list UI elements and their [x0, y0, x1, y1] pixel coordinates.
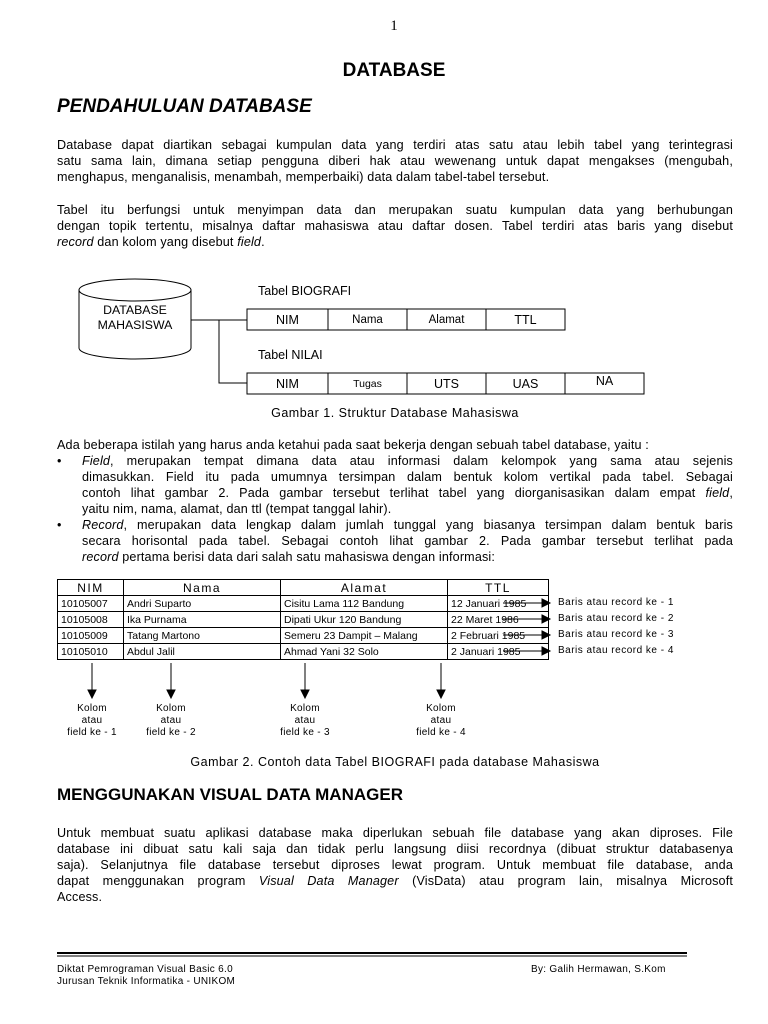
- term-record: record: [82, 550, 119, 564]
- table-cell: 12 Januari 1985: [448, 596, 549, 612]
- text-fragment: (VisData) atau program lain, misalnya Microsoft: [398, 874, 733, 888]
- footer-author: By: Galih Hermawan, S.Kom: [531, 964, 666, 975]
- column-note-line: field ke - 3: [280, 727, 330, 738]
- table-cell: 10105008: [58, 612, 124, 628]
- column-header: TTL: [448, 580, 549, 596]
- list-item-field: [57, 453, 733, 517]
- section-heading-introduction: PENDAHULUAN DATABASE: [57, 96, 312, 117]
- database-label-line: MAHASISWA: [97, 318, 173, 332]
- column-header: Nama: [124, 580, 281, 596]
- text-line: [57, 873, 733, 889]
- table-row: [58, 596, 549, 612]
- text-line: [82, 485, 733, 501]
- table-header-row: [58, 580, 549, 596]
- connector-nilai: [219, 320, 247, 383]
- table-cell: 10105007: [58, 596, 124, 612]
- column-note: [260, 703, 350, 739]
- column-note: [47, 703, 137, 739]
- nilai-field-label: UAS: [512, 376, 539, 391]
- table-biografi-name: Tabel BIOGRAFI: [258, 284, 352, 298]
- text-fragment: dan kolom yang disebut: [93, 235, 238, 249]
- table-cell: 22 Maret 1986: [448, 612, 549, 628]
- table-cell: Tatang Martono: [124, 628, 281, 644]
- text-fragment: dapat menggunakan program: [57, 874, 259, 888]
- text-line: secara horisontal pada tabel. Sebagai contoh lihat gambar 2. Pada gambar tersebut terlihat pada: [82, 534, 733, 548]
- column-note-line: field ke - 1: [67, 727, 117, 738]
- table-nilai-name: Tabel NILAI: [258, 348, 323, 362]
- text-line: dimasukkan. Field itu pada umumnya tersimpan dalam bentuk kolom vertikal pada tabel. Sebagai: [82, 470, 733, 484]
- table-row: [58, 628, 549, 644]
- table-cell: Semeru 23 Dampit – Malang: [281, 628, 448, 644]
- biografi-field-label: NIM: [276, 312, 299, 327]
- text-line: satu sama lain, dimana setiap pengguna diberi hak atau wewenang untuk dapat mengakses (mengubah,: [57, 154, 733, 168]
- column-arrow-head: [88, 690, 96, 698]
- text-fragment: , merupakan tempat dimana data atau informasi dalam kelompok yang sama atau sejenis: [110, 454, 733, 468]
- column-note-line: Kolom: [77, 703, 107, 714]
- table-cell: 2 Januari 1985: [448, 644, 549, 660]
- nilai-field-label: NA: [595, 373, 614, 388]
- bullet: •: [57, 454, 62, 468]
- text-line: dengan topik tertentu, misalnya daftar mahasiswa atau daftar dosen. Tabel terdiri atas baris yang disebut: [57, 219, 733, 233]
- table-cell: Andri Suparto: [124, 596, 281, 612]
- row-label: Baris atau record ke - 1: [558, 597, 674, 608]
- column-note: [396, 703, 486, 739]
- term-field: Field: [82, 454, 111, 468]
- column-header: Alamat: [281, 580, 448, 596]
- database-label: [79, 303, 191, 333]
- column-note-line: atau: [81, 715, 103, 726]
- column-note-line: atau: [160, 715, 182, 726]
- text-fragment: .: [261, 235, 265, 249]
- text-line: [82, 453, 733, 469]
- table-cell: 10105009: [58, 628, 124, 644]
- text-line: [82, 517, 733, 533]
- page-number: 1: [390, 18, 398, 34]
- row-label: Baris atau record ke - 3: [558, 629, 674, 640]
- list-item-body: [82, 453, 733, 517]
- text-fragment: pertama berisi data dari salah satu mahasiswa dengan informasi:: [118, 550, 496, 564]
- term-visual-data-manager: Visual Data Manager: [258, 874, 399, 888]
- column-note-line: atau: [430, 715, 452, 726]
- bullet: •: [57, 518, 62, 532]
- text-line: Ada beberapa istilah yang harus anda ketahui pada saat bekerja dengan sebuah tabel database, yaitu :: [57, 438, 649, 452]
- figure1-caption: Gambar 1. Struktur Database Mahasiswa: [271, 406, 519, 420]
- row-label: Baris atau record ke - 4: [558, 645, 674, 656]
- table-row: [58, 612, 549, 628]
- biografi-field-label: Nama: [352, 313, 383, 326]
- text-line: Untuk membuat suatu aplikasi database maka diperlukan sebuah file database yang akan diproses. File: [57, 826, 733, 840]
- column-note-line: Kolom: [156, 703, 186, 714]
- term-field: field: [705, 486, 730, 500]
- table-cell: Abdul Jalil: [124, 644, 281, 660]
- table-cell: Cisitu Lama 112 Bandung: [281, 596, 448, 612]
- text-line: Database dapat diartikan sebagai kumpulan data yang terdiri atas satu atau lebih tabel yang terintegrasi: [57, 138, 733, 152]
- column-arrow-head: [437, 690, 445, 698]
- database-cylinder-top: [79, 279, 191, 301]
- row-label: Baris atau record ke - 2: [558, 613, 674, 624]
- footer-department: Jurusan Teknik Informatika - UNIKOM: [57, 976, 236, 987]
- column-note-line: field ke - 2: [146, 727, 196, 738]
- table-cell: Ika Purnama: [124, 612, 281, 628]
- column-note-line: Kolom: [426, 703, 456, 714]
- table-row: [58, 644, 549, 660]
- biografi-field-label: Alamat: [428, 313, 465, 326]
- text-line: [82, 549, 733, 565]
- list-item-body: [82, 517, 733, 565]
- biografi-field-label: TTL: [514, 312, 537, 327]
- table-cell: Dipati Ukur 120 Bandung: [281, 612, 448, 628]
- term-record: Record: [82, 518, 124, 532]
- text-fragment: , merupakan data lengkap dalam jumlah tunggal yang biasanya tersimpan dalam bentuk baris: [123, 518, 733, 532]
- text-line: menghapus, menganalisis, menambah, memperbaiki) data dalam tabel-tabel tersebut.: [57, 170, 550, 184]
- text-fragment: ,: [729, 486, 733, 500]
- terms-intro: [57, 437, 733, 453]
- text-line: yaitu nim, nama, alamat, dan ttl (tempat tanggal lahir).: [82, 502, 392, 516]
- column-arrow-head: [167, 690, 175, 698]
- page-title: DATABASE: [342, 60, 446, 81]
- table-cell: 10105010: [58, 644, 124, 660]
- column-note-line: atau: [294, 715, 316, 726]
- table-cell: 2 Februari 1985: [448, 628, 549, 644]
- footer-course: Diktat Pemrograman Visual Basic 6.0: [57, 964, 233, 975]
- column-note: [126, 703, 216, 739]
- text-line: Tabel itu berfungsi untuk menyimpan data dan merupakan suatu kumpulan data yang berhubungan: [57, 203, 733, 217]
- text-fragment: contoh lihat gambar 2. Pada gambar tersebut terlihat tabel yang diorganisasikan dalam empat: [82, 486, 706, 500]
- column-note-line: field ke - 4: [416, 727, 466, 738]
- table-cell: Ahmad Yani 32 Solo: [281, 644, 448, 660]
- nilai-field-label: UTS: [434, 376, 459, 391]
- text-line: database ini dibuat satu kali saja dan tidak perlu langsung diisi recordnya (dibuat struktur databasenya: [57, 842, 733, 856]
- term-record: record: [57, 235, 94, 249]
- list-item-record: [57, 517, 733, 565]
- column-note-line: Kolom: [290, 703, 320, 714]
- term-field: field: [237, 235, 262, 249]
- column-arrow-head: [301, 690, 309, 698]
- column-header: NIM: [58, 580, 124, 596]
- database-label-line: DATABASE: [103, 303, 167, 317]
- section-heading-visual-data-manager: MENGGUNAKAN VISUAL DATA MANAGER: [57, 785, 403, 804]
- text-line: Access.: [57, 890, 103, 904]
- biografi-data-table: [57, 579, 549, 660]
- figure2-caption: Gambar 2. Contoh data Tabel BIOGRAFI pada database Mahasiswa: [190, 755, 600, 769]
- paragraph-visual-data-manager: [57, 825, 733, 905]
- nilai-field-label: NIM: [276, 376, 299, 391]
- nilai-field-label: Tugas: [353, 377, 382, 390]
- text-line: saja). Selanjutnya file database tersebut diproses lewat program. Untuk membuat file database, anda: [57, 858, 733, 872]
